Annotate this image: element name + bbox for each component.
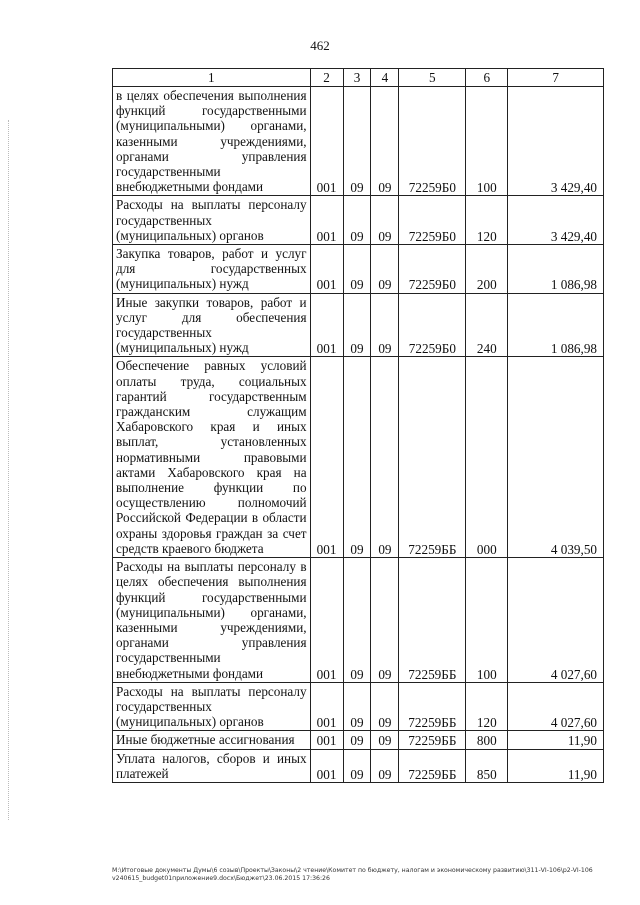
cell-amount: 4 027,60: [508, 558, 604, 683]
cell-expense-type: 800: [466, 731, 508, 749]
cell-expense-type: 120: [466, 196, 508, 245]
cell-subsection: 09: [371, 357, 399, 558]
table-row: [113, 245, 604, 294]
cell-amount: 1 086,98: [508, 293, 604, 357]
cell-section: 09: [343, 558, 371, 683]
page-number: 462: [310, 38, 330, 53]
cell-section: 09: [343, 196, 371, 245]
header-row: [113, 69, 604, 87]
cell-grbs: 001: [310, 245, 343, 294]
row-description: Закупка товаров, работ и услуг для государственных (муниципальных) нужд: [113, 245, 311, 294]
cell-grbs: 001: [310, 293, 343, 357]
cell-amount: 11,90: [508, 731, 604, 749]
cell-target-code: 72259Б0: [399, 87, 466, 196]
cell-expense-type: 200: [466, 245, 508, 294]
cell-section: 09: [343, 731, 371, 749]
cell-expense-type: 100: [466, 558, 508, 683]
cell-grbs: 001: [310, 558, 343, 683]
cell-subsection: 09: [371, 87, 399, 196]
cell-section: 09: [343, 682, 371, 731]
header-col-5: 5: [399, 69, 466, 87]
cell-grbs: 001: [310, 196, 343, 245]
cell-section: 09: [343, 87, 371, 196]
table-row: [113, 87, 604, 196]
cell-section: 09: [343, 749, 371, 782]
cell-subsection: 09: [371, 682, 399, 731]
row-description: Иные бюджетные ассигнования: [113, 731, 311, 749]
cell-grbs: 001: [310, 87, 343, 196]
cell-amount: 3 429,40: [508, 196, 604, 245]
table-row: [113, 558, 604, 683]
cell-target-code: 72259ББ: [399, 682, 466, 731]
row-description: Обеспечение равных условий оплаты труда, социальных гарантий государственным гражданским служащим Хабаровского края и иных выплат, установленных нормативными правовыми актами Хабаровского края на выполнение функции по осуществлению полномочий Российской Федерации в области охраны здоровья граждан за счет средств краевого бюджета: [113, 357, 311, 558]
row-description: Расходы на выплаты персоналу государственных (муниципальных) органов: [113, 682, 311, 731]
header-col-6: 6: [466, 69, 508, 87]
table-row: [113, 682, 604, 731]
cell-amount: 1 086,98: [508, 245, 604, 294]
cell-target-code: 72259Б0: [399, 196, 466, 245]
header-col-4: 4: [371, 69, 399, 87]
cell-expense-type: 850: [466, 749, 508, 782]
cell-expense-type: 000: [466, 357, 508, 558]
scan-margin-line: [8, 120, 10, 820]
cell-section: 09: [343, 245, 371, 294]
cell-amount: 4 027,60: [508, 682, 604, 731]
cell-grbs: 001: [310, 749, 343, 782]
cell-subsection: 09: [371, 749, 399, 782]
cell-expense-type: 100: [466, 87, 508, 196]
cell-subsection: 09: [371, 293, 399, 357]
cell-subsection: 09: [371, 196, 399, 245]
cell-subsection: 09: [371, 731, 399, 749]
cell-amount: 4 039,50: [508, 357, 604, 558]
row-description: Уплата налогов, сборов и иных платежей: [113, 749, 311, 782]
header-col-2: 2: [310, 69, 343, 87]
budget-table: [112, 68, 604, 783]
cell-grbs: 001: [310, 357, 343, 558]
cell-grbs: 001: [310, 682, 343, 731]
cell-amount: 3 429,40: [508, 87, 604, 196]
cell-target-code: 72259ББ: [399, 558, 466, 683]
cell-amount: 11,90: [508, 749, 604, 782]
cell-subsection: 09: [371, 245, 399, 294]
cell-target-code: 72259ББ: [399, 731, 466, 749]
cell-section: 09: [343, 357, 371, 558]
table-row: [113, 293, 604, 357]
table-row: [113, 749, 604, 782]
cell-target-code: 72259ББ: [399, 357, 466, 558]
cell-section: 09: [343, 293, 371, 357]
row-description: Расходы на выплаты персоналу государственных (муниципальных) органов: [113, 196, 311, 245]
row-description: Иные закупки товаров, работ и услуг для обеспечения государственных (муниципальных) нужд: [113, 293, 311, 357]
cell-subsection: 09: [371, 558, 399, 683]
row-description: Расходы на выплаты персоналу в целях обеспечения выполнения функций государственными (муниципальными) органами, казенными учреждениями, органами управления государственными внебюджетными фондами: [113, 558, 311, 683]
cell-target-code: 72259Б0: [399, 245, 466, 294]
table-row: [113, 731, 604, 749]
cell-expense-type: 240: [466, 293, 508, 357]
cell-target-code: 72259Б0: [399, 293, 466, 357]
file-path-footer: М:\Итоговые документы Думы\6 созыв\Проекты\Законы\2 чтение\Комитет по бюджету, налогам и экономическому развитию\311-VI-106\p2-VI-106 v240615_budget01приложение9.docx\Бюджет\23.06.2015 17:36:26: [112, 867, 593, 882]
header-col-3: 3: [343, 69, 371, 87]
row-description: в целях обеспечения выполнения функций государственными (муниципальными) органами, казенными учреждениями, органами управления государственными внебюджетными фондами: [113, 87, 311, 196]
header-col-1: 1: [113, 69, 311, 87]
table-row: [113, 357, 604, 558]
cell-target-code: 72259ББ: [399, 749, 466, 782]
cell-expense-type: 120: [466, 682, 508, 731]
cell-grbs: 001: [310, 731, 343, 749]
table-row: [113, 196, 604, 245]
header-col-7: 7: [508, 69, 604, 87]
